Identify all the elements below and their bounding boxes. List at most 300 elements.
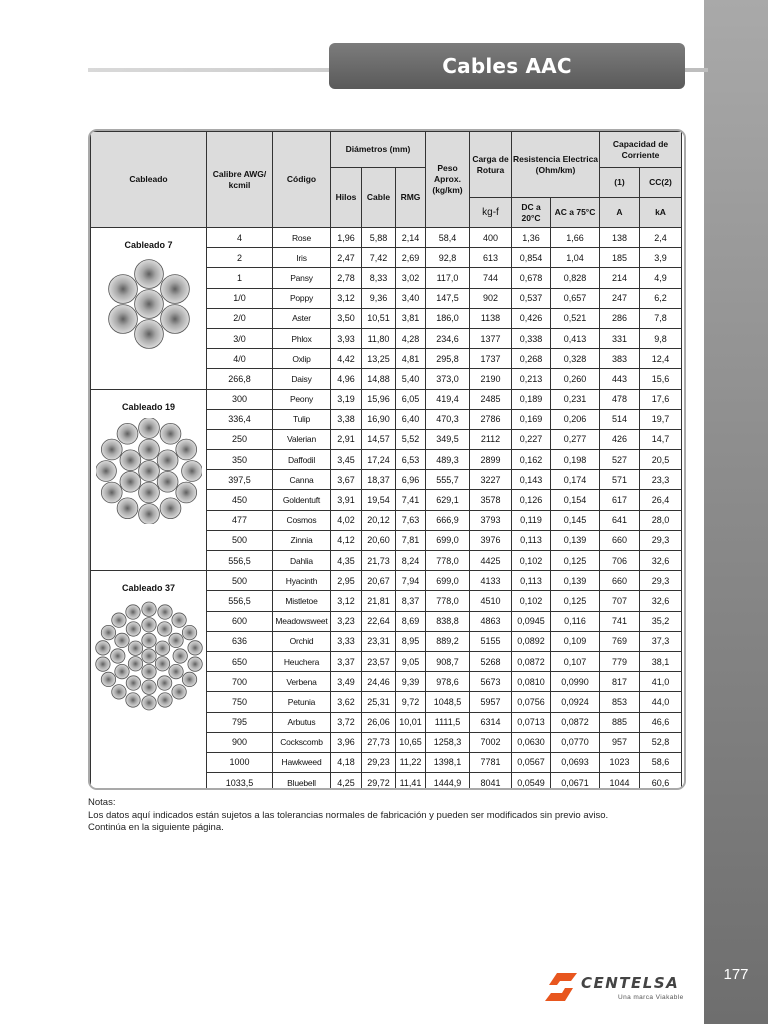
table-cell: 0,169: [512, 409, 551, 429]
table-cell: 8,37: [396, 591, 426, 611]
table-cell: Verbena: [273, 672, 331, 692]
table-cell: 4,25: [331, 773, 362, 790]
strand-wire: [141, 602, 155, 616]
strand-wire: [95, 657, 109, 671]
table-cell: 0,260: [551, 369, 600, 389]
table-cell: 32,6: [640, 591, 682, 611]
table-cell: 1737: [470, 349, 512, 369]
table-cell: 29,72: [362, 773, 396, 790]
table-cell: 426: [600, 429, 640, 449]
strand-wire: [171, 613, 185, 627]
table-cell: 778,0: [426, 551, 470, 571]
table-cell: 14,88: [362, 369, 396, 389]
strand-wire: [108, 305, 137, 334]
table-cell: 2,91: [331, 429, 362, 449]
table-cell: 10,65: [396, 732, 426, 752]
table-cell: 12,4: [640, 349, 682, 369]
table-cell: Cosmos: [273, 510, 331, 530]
table-cell: 17,6: [640, 389, 682, 409]
table-cell: 3,72: [331, 712, 362, 732]
table-cell: 20,12: [362, 510, 396, 530]
strand-wire: [126, 676, 140, 690]
strand-wire: [138, 503, 159, 523]
table-cell: 556,5: [207, 591, 273, 611]
table-cell: 7,42: [362, 248, 396, 268]
table-cell: 0,231: [551, 389, 600, 409]
table-cell: 336,4: [207, 409, 273, 429]
table-cell: 0,116: [551, 611, 600, 631]
table-cell: 4/0: [207, 349, 273, 369]
table-cell: 22,64: [362, 611, 396, 631]
table-cell: 0,521: [551, 308, 600, 328]
cableado-group: [91, 228, 207, 390]
table-cell: 699,0: [426, 571, 470, 591]
table-cell: 4510: [470, 591, 512, 611]
table-cell: 117,0: [426, 268, 470, 288]
table-cell: 478: [600, 389, 640, 409]
strand-wire: [126, 622, 140, 636]
table-cell: 4,81: [396, 349, 426, 369]
table-cell: 641: [600, 510, 640, 530]
table-cell: 15,6: [640, 369, 682, 389]
table-cell: 2112: [470, 429, 512, 449]
table-cell: Cockscomb: [273, 732, 331, 752]
table-cell: 2,47: [331, 248, 362, 268]
table-cell: 0,413: [551, 328, 600, 348]
table-cell: 527: [600, 450, 640, 470]
table-cell: Iris: [273, 248, 331, 268]
brand-logo: [543, 970, 693, 1004]
table-cell: 3,67: [331, 470, 362, 490]
table-cell: 4,9: [640, 268, 682, 288]
table-cell: 0,139: [551, 571, 600, 591]
table-cell: 9,8: [640, 328, 682, 348]
header-carga: Carga de Rotura: [470, 132, 512, 198]
table-cell: 0,0924: [551, 692, 600, 712]
table-cell: 0,0770: [551, 732, 600, 752]
table-cell: 20,5: [640, 450, 682, 470]
strand-wire: [160, 275, 189, 304]
table-cell: Mistletoe: [273, 591, 331, 611]
table-cell: 3,9: [640, 248, 682, 268]
table-cell: 0,828: [551, 268, 600, 288]
table-cell: 0,125: [551, 551, 600, 571]
strand-wire: [155, 641, 169, 655]
table-cell: 4: [207, 228, 273, 248]
table-cell: 443: [600, 369, 640, 389]
table-cell: 1048,5: [426, 692, 470, 712]
table-cell: 2899: [470, 450, 512, 470]
table-cell: 0,854: [512, 248, 551, 268]
header-dc: DC a 20°C: [512, 198, 551, 228]
table-cell: 5,52: [396, 429, 426, 449]
table-cell: Tulip: [273, 409, 331, 429]
table-cell: 0,0872: [512, 651, 551, 671]
strand-wire: [181, 460, 201, 481]
table-cell: 20,67: [362, 571, 396, 591]
table-cell: 14,57: [362, 429, 396, 449]
table-cell: Arbutus: [273, 712, 331, 732]
table-cell: 6,05: [396, 389, 426, 409]
strand-wire: [173, 649, 187, 663]
table-cell: 397,5: [207, 470, 273, 490]
strand-wire: [155, 657, 169, 671]
table-cell: 650: [207, 651, 273, 671]
table-cell: Rose: [273, 228, 331, 248]
cableado-label: Cableado 37: [121, 583, 176, 594]
table-cell: 2,95: [331, 571, 362, 591]
table-cell: 707: [600, 591, 640, 611]
table-cell: 741: [600, 611, 640, 631]
table-cell: 9,39: [396, 672, 426, 692]
table-cell: 3,91: [331, 490, 362, 510]
table-cell: 60,6: [640, 773, 682, 790]
strand-wire: [157, 693, 171, 707]
table-cell: 16,90: [362, 409, 396, 429]
table-cell: 8041: [470, 773, 512, 790]
table-cell: 7,63: [396, 510, 426, 530]
table-cell: 0,0693: [551, 752, 600, 772]
table-cell: 3,96: [331, 732, 362, 752]
table-cell: 300: [207, 389, 273, 409]
table-cell: Heuchera: [273, 651, 331, 671]
table-cell: 23,3: [640, 470, 682, 490]
strand-wire: [160, 423, 181, 444]
table-cell: 14,7: [640, 429, 682, 449]
table-cell: 0,227: [512, 429, 551, 449]
header-cable: Cable: [362, 168, 396, 228]
strand-wire: [187, 641, 201, 655]
notes-line: Los datos aquí indicados están sujetos a las tolerancias normales de fabricación y pueden ser modificados sin previo aviso.: [88, 809, 609, 821]
header-capacidad: Capacidad de Corriente: [600, 132, 682, 168]
table-cell: 214: [600, 268, 640, 288]
table-cell: 489,3: [426, 450, 470, 470]
table-cell: 0,0892: [512, 631, 551, 651]
table-cell: 3,19: [331, 389, 362, 409]
table-cell: 957: [600, 732, 640, 752]
table-cell: 617: [600, 490, 640, 510]
strand-wire: [114, 633, 128, 647]
table-cell: 795: [207, 712, 273, 732]
table-cell: 2786: [470, 409, 512, 429]
table-cell: 8,33: [362, 268, 396, 288]
strand-wire: [128, 641, 142, 655]
table-cell: 4,42: [331, 349, 362, 369]
table-cell: 19,54: [362, 490, 396, 510]
table-cell: Orchid: [273, 631, 331, 651]
table-cell: 400: [470, 228, 512, 248]
table-cell: 21,81: [362, 591, 396, 611]
table-cell: Hyacinth: [273, 571, 331, 591]
table-cell: 699,0: [426, 530, 470, 550]
table-cell: Canna: [273, 470, 331, 490]
table-cell: 1023: [600, 752, 640, 772]
strand-wire: [182, 626, 196, 640]
strand-wire: [128, 657, 142, 671]
strand-wire: [96, 460, 116, 481]
table-cell: 2,69: [396, 248, 426, 268]
table-cell: 1111,5: [426, 712, 470, 732]
table-cell: 0,206: [551, 409, 600, 429]
strand-wire: [134, 290, 163, 319]
table-cell: 350: [207, 450, 273, 470]
table-cell: 10,51: [362, 308, 396, 328]
table-cell: 4863: [470, 611, 512, 631]
table-cell: 3/0: [207, 328, 273, 348]
table-cell: 373,0: [426, 369, 470, 389]
table-cell: 138: [600, 228, 640, 248]
strand-wire: [168, 633, 182, 647]
table-cell: 17,24: [362, 450, 396, 470]
table-cell: Aster: [273, 308, 331, 328]
strand-wire: [134, 320, 163, 349]
table-cell: 286: [600, 308, 640, 328]
table-cell: 13,25: [362, 349, 396, 369]
table-cell: Peony: [273, 389, 331, 409]
table-cell: 0,0567: [512, 752, 551, 772]
strand-wire: [111, 613, 125, 627]
table-cell: 3578: [470, 490, 512, 510]
strand-wire: [134, 260, 163, 289]
table-cell: 853: [600, 692, 640, 712]
table-cell: 7,8: [640, 308, 682, 328]
table-cell: 37,3: [640, 631, 682, 651]
header-calibre: Calibre AWG/ kcmil: [207, 132, 273, 228]
table-cell: Daisy: [273, 369, 331, 389]
table-cell: 779: [600, 651, 640, 671]
table-cell: 5957: [470, 692, 512, 712]
table-cell: 0,0549: [512, 773, 551, 790]
table-cell: 295,8: [426, 349, 470, 369]
table-cell: 3,93: [331, 328, 362, 348]
table-cell: 3,33: [331, 631, 362, 651]
table-cell: Hawkweed: [273, 752, 331, 772]
table-cell: 29,3: [640, 530, 682, 550]
table-cell: 0,268: [512, 349, 551, 369]
table-cell: 19,7: [640, 409, 682, 429]
table-cell: 23,57: [362, 651, 396, 671]
table-cell: 349,5: [426, 429, 470, 449]
table-cell: Pansy: [273, 268, 331, 288]
table-cell: 1398,1: [426, 752, 470, 772]
page-number: 177: [723, 966, 749, 983]
table-cell: 0,426: [512, 308, 551, 328]
table-cell: 4,35: [331, 551, 362, 571]
strand-wire: [95, 641, 109, 655]
strand-wire: [114, 665, 128, 679]
table-cell: 0,174: [551, 470, 600, 490]
table-cell: 58,6: [640, 752, 682, 772]
brand-name: CENTELSA: [581, 974, 680, 992]
spec-table: [90, 131, 682, 790]
table-cell: 0,0630: [512, 732, 551, 752]
table-cell: 0,328: [551, 349, 600, 369]
table-cell: 1,04: [551, 248, 600, 268]
strand-wire: [168, 665, 182, 679]
table-cell: 29,23: [362, 752, 396, 772]
table-cell: 11,80: [362, 328, 396, 348]
table-cell: 38,1: [640, 651, 682, 671]
table-cell: 838,8: [426, 611, 470, 631]
cableado-label: Cableado 19: [121, 401, 176, 412]
table-cell: 5,88: [362, 228, 396, 248]
table-cell: 1/0: [207, 288, 273, 308]
table-cell: 2: [207, 248, 273, 268]
strand-wire: [138, 482, 159, 503]
table-cell: 636: [207, 631, 273, 651]
table-cell: 1444,9: [426, 773, 470, 790]
table-cell: Dahlia: [273, 551, 331, 571]
notes-line: Continúa en la siguiente página.: [88, 822, 224, 833]
table-cell: 7,94: [396, 571, 426, 591]
table-cell: 750: [207, 692, 273, 712]
table-row: [91, 389, 682, 409]
table-cell: 0,126: [512, 490, 551, 510]
table-cell: 3,38: [331, 409, 362, 429]
table-cell: 6,53: [396, 450, 426, 470]
table-cell: 1044: [600, 773, 640, 790]
header-carga-unit: kg-f: [470, 198, 512, 228]
table-cell: 3976: [470, 530, 512, 550]
strand-diagram: [101, 256, 197, 352]
table-cell: 11,22: [396, 752, 426, 772]
table-cell: 24,46: [362, 672, 396, 692]
table-cell: 6,2: [640, 288, 682, 308]
table-cell: Valerian: [273, 429, 331, 449]
table-cell: 46,6: [640, 712, 682, 732]
table-cell: 0,139: [551, 530, 600, 550]
page-title: Cables AAC: [329, 43, 685, 89]
cableado-group: [91, 389, 207, 571]
table-cell: 6,40: [396, 409, 426, 429]
table-cell: 2,4: [640, 228, 682, 248]
table-cell: 2190: [470, 369, 512, 389]
header-ac: AC a 75°C: [551, 198, 600, 228]
table-cell: 470,3: [426, 409, 470, 429]
table-cell: 0,162: [512, 450, 551, 470]
table-cell: 186,0: [426, 308, 470, 328]
side-band: [704, 0, 768, 1024]
strand-wire: [175, 439, 196, 460]
strand-wire: [101, 482, 122, 503]
strand-wire: [160, 305, 189, 334]
table-cell: 613: [470, 248, 512, 268]
table-cell: 4,96: [331, 369, 362, 389]
table-cell: Phlox: [273, 328, 331, 348]
table-cell: 7,41: [396, 490, 426, 510]
table-cell: 3,37: [331, 651, 362, 671]
table-cell: 500: [207, 571, 273, 591]
strand-wire: [157, 449, 178, 470]
table-cell: 250: [207, 429, 273, 449]
table-cell: 1,66: [551, 228, 600, 248]
strand-wire: [110, 649, 124, 663]
table-cell: 8,69: [396, 611, 426, 631]
table-cell: 92,8: [426, 248, 470, 268]
table-cell: 1: [207, 268, 273, 288]
table-cell: 4133: [470, 571, 512, 591]
table-cell: 885: [600, 712, 640, 732]
table-cell: 5673: [470, 672, 512, 692]
strand-wire: [108, 275, 137, 304]
table-cell: 3,45: [331, 450, 362, 470]
table-cell: 0,125: [551, 591, 600, 611]
table-cell: 3,81: [396, 308, 426, 328]
table-cell: 0,154: [551, 490, 600, 510]
strand-wire: [141, 633, 155, 647]
header-codigo: Código: [273, 132, 331, 228]
cableado-label: Cableado 7: [124, 240, 173, 250]
cableado-group: [91, 571, 207, 790]
table-cell: 2,14: [396, 228, 426, 248]
table-cell: 0,113: [512, 571, 551, 591]
logo-mark: [545, 988, 573, 1001]
table-cell: 3,12: [331, 591, 362, 611]
table-cell: 3,12: [331, 288, 362, 308]
logo-mark: [549, 973, 577, 985]
table-cell: 4,28: [396, 328, 426, 348]
table-cell: 908,7: [426, 651, 470, 671]
table-cell: 29,3: [640, 571, 682, 591]
strand-wire: [138, 418, 159, 438]
table-cell: 0,143: [512, 470, 551, 490]
table-cell: 8,24: [396, 551, 426, 571]
table-cell: 5,40: [396, 369, 426, 389]
table-cell: 2/0: [207, 308, 273, 328]
table-cell: 11,41: [396, 773, 426, 790]
table-cell: 978,6: [426, 672, 470, 692]
table-cell: 600: [207, 611, 273, 631]
table-cell: 9,72: [396, 692, 426, 712]
table-cell: 0,0872: [551, 712, 600, 732]
table-cell: 769: [600, 631, 640, 651]
table-cell: Meadowsweet: [273, 611, 331, 631]
table-cell: 744: [470, 268, 512, 288]
header-cableado: Cableado: [91, 132, 207, 228]
strand-wire: [141, 665, 155, 679]
table-cell: 234,6: [426, 328, 470, 348]
table-cell: Zinnia: [273, 530, 331, 550]
table-cell: 450: [207, 490, 273, 510]
table-cell: 1138: [470, 308, 512, 328]
table-cell: 23,31: [362, 631, 396, 651]
table-cell: Petunia: [273, 692, 331, 712]
table-cell: 20,60: [362, 530, 396, 550]
table-cell: 5155: [470, 631, 512, 651]
table-cell: 477: [207, 510, 273, 530]
table-cell: 9,05: [396, 651, 426, 671]
table-cell: 629,1: [426, 490, 470, 510]
strand-wire: [119, 449, 140, 470]
table-cell: 900: [207, 732, 273, 752]
table-cell: 666,9: [426, 510, 470, 530]
table-cell: Poppy: [273, 288, 331, 308]
table-cell: 1033,5: [207, 773, 273, 790]
table-cell: 0,0671: [551, 773, 600, 790]
strand-wire: [101, 672, 115, 686]
table-cell: 32,6: [640, 551, 682, 571]
strand-wire: [101, 439, 122, 460]
header-cap1: (1): [600, 168, 640, 198]
table-cell: 25,31: [362, 692, 396, 712]
table-cell: 0,678: [512, 268, 551, 288]
table-cell: 0,102: [512, 591, 551, 611]
table-cell: 4,12: [331, 530, 362, 550]
strand-wire: [157, 605, 171, 619]
table-cell: 27,73: [362, 732, 396, 752]
table-cell: 0,109: [551, 631, 600, 651]
table-cell: 0,102: [512, 551, 551, 571]
